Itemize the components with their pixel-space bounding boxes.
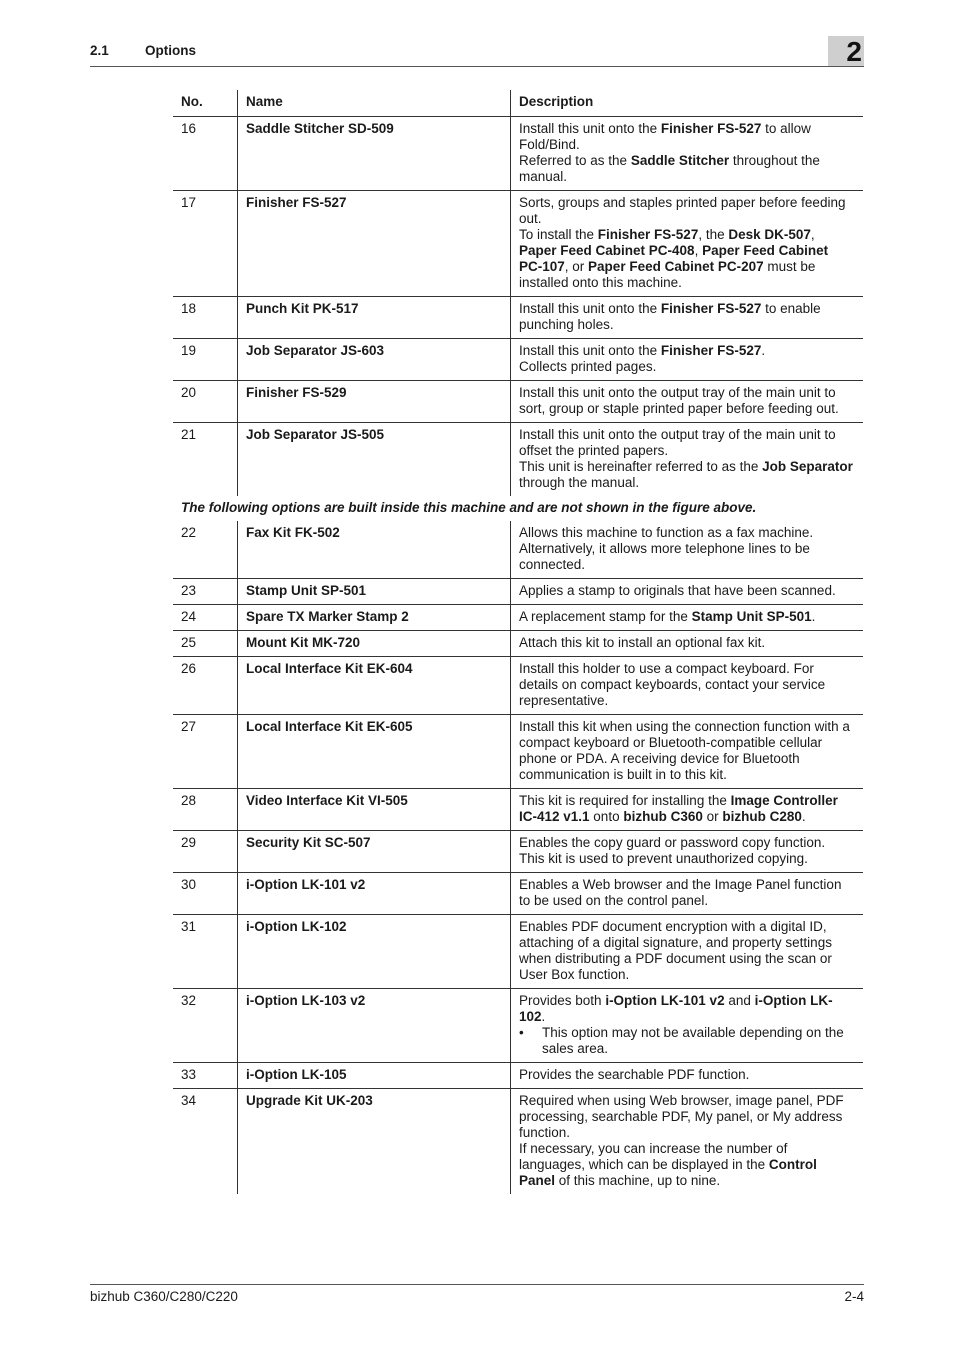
- description-line: [519, 359, 855, 375]
- description-text: .: [811, 609, 816, 624]
- item-number: 25: [173, 631, 238, 657]
- item-description: [511, 339, 864, 381]
- description-text: must be installed onto this machine.: [519, 259, 816, 290]
- emphasized-term: Paper Feed Cabinet PC-408: [519, 243, 695, 258]
- table-row: [173, 657, 863, 715]
- description-line: [519, 609, 855, 625]
- item-number: 19: [173, 339, 238, 381]
- description-text: Allows this machine to function as a fax machine. Alternatively, it allows more telephone lines to be connected.: [519, 525, 814, 572]
- description-text: This kit is used to prevent unauthorized copying.: [519, 851, 808, 866]
- description-text: ,: [810, 227, 815, 242]
- description-text: Install this holder to use a compact keyboard. For details on compact keyboards, contact your service representative.: [519, 661, 826, 708]
- emphasized-term: Job Separator: [762, 459, 853, 474]
- section-number: 2.1: [90, 43, 109, 58]
- emphasized-term: Stamp Unit SP-501: [691, 609, 812, 624]
- description-text: Enables the copy guard or password copy function.: [519, 835, 826, 850]
- emphasized-term: i-Option LK-102: [519, 993, 833, 1024]
- description-line: [519, 851, 855, 867]
- item-name: Job Separator JS-505: [238, 423, 511, 497]
- emphasized-term: Image Controller IC-412 v1.1: [519, 793, 838, 824]
- item-name: Stamp Unit SP-501: [238, 579, 511, 605]
- item-number: 28: [173, 789, 238, 831]
- item-number: 30: [173, 873, 238, 915]
- description-line: [519, 793, 855, 825]
- description-line: [519, 919, 855, 983]
- item-description: [511, 657, 864, 715]
- section-title: Options: [145, 43, 196, 58]
- description-line: [519, 385, 855, 417]
- table-body-external-options: [173, 117, 863, 497]
- item-number: 24: [173, 605, 238, 631]
- item-number: 22: [173, 521, 238, 579]
- description-line: [519, 1067, 855, 1083]
- description-text: Enables a Web browser and the Image Panel function to be used on the control panel.: [519, 877, 842, 908]
- options-table: [173, 90, 863, 1194]
- item-number: 27: [173, 715, 238, 789]
- page-number: 2-4: [844, 1289, 864, 1304]
- item-number: 34: [181, 1093, 197, 1108]
- emphasized-term: Saddle Stitcher: [630, 153, 730, 168]
- description-text: or: [702, 809, 723, 824]
- description-line: [519, 195, 855, 227]
- item-description: [511, 423, 864, 497]
- table-row: [173, 191, 863, 297]
- item-name: Local Interface Kit EK-605: [238, 715, 511, 789]
- column-header-description: Description: [511, 90, 864, 117]
- description-text: Required when using Web browser, image panel, PDF processing, searchable PDF, My panel, or My address function.: [519, 1093, 844, 1140]
- table-row: [173, 789, 863, 831]
- description-text: Collects printed pages.: [519, 359, 657, 374]
- emphasized-term: Finisher FS-527: [660, 343, 762, 358]
- description-text: Referred to as the: [519, 153, 631, 168]
- item-number: 17: [173, 191, 238, 297]
- description-text: A replacement stamp for the: [519, 609, 692, 624]
- emphasized-term: Finisher FS-527: [660, 301, 762, 316]
- description-line: [519, 1141, 855, 1189]
- item-name: i-Option LK-103 v2: [238, 989, 511, 1063]
- table-row: [173, 605, 863, 631]
- item-name: Fax Kit FK-502: [238, 521, 511, 579]
- description-text: This unit is hereinafter referred to as the: [519, 459, 763, 474]
- item-name: Finisher FS-529: [238, 381, 511, 423]
- description-text: Install this unit onto the: [519, 121, 661, 136]
- item-name: i-Option LK-101 v2: [238, 873, 511, 915]
- item-description: [511, 989, 864, 1063]
- item-name: Video Interface Kit VI-505: [238, 789, 511, 831]
- item-description: [511, 715, 864, 789]
- description-line: [519, 661, 855, 709]
- description-text: .: [541, 1009, 546, 1024]
- table-note-section: [173, 496, 863, 521]
- table-row: [173, 1063, 863, 1089]
- item-name: i-Option LK-105: [238, 1063, 511, 1089]
- column-header-no: No.: [173, 90, 238, 117]
- bullet-text: This option may not be available depending on the sales area.: [542, 1025, 844, 1056]
- item-name: Mount Kit MK-720: [238, 631, 511, 657]
- table-header-row: [173, 90, 863, 117]
- emphasized-term: bizhub C280: [722, 809, 802, 824]
- item-name: Job Separator JS-603: [238, 339, 511, 381]
- page-header: [90, 36, 864, 67]
- table-row: [173, 521, 863, 579]
- description-text: , or: [564, 259, 589, 274]
- description-text: Sorts, groups and staples printed paper before feeding out.: [519, 195, 846, 226]
- description-line: [519, 719, 855, 783]
- description-line: [519, 343, 855, 359]
- column-header-name: Name: [238, 90, 511, 117]
- table-row: [173, 631, 863, 657]
- description-text: to allow Fold/Bind.: [519, 121, 811, 152]
- table-row: [173, 339, 863, 381]
- bullet-icon: •: [519, 1025, 524, 1040]
- item-name: Spare TX Marker Stamp 2: [238, 605, 511, 631]
- item-description: [511, 1063, 864, 1089]
- description-text: of this machine, up to nine.: [555, 1173, 721, 1188]
- description-text: To install the: [519, 227, 598, 242]
- table-note-row: [173, 496, 863, 521]
- table-row: [173, 873, 863, 915]
- description-text: Provides both: [519, 993, 606, 1008]
- description-line: [519, 227, 855, 291]
- item-name: Saddle Stitcher SD-509: [238, 117, 511, 191]
- description-text: , the: [698, 227, 729, 242]
- table-row: [173, 989, 863, 1063]
- table-row: [173, 831, 863, 873]
- item-description: [511, 191, 864, 297]
- table-row: [173, 423, 863, 497]
- table-row: [173, 1089, 863, 1195]
- item-description: [511, 831, 864, 873]
- description-text: Install this unit onto the: [519, 343, 661, 358]
- description-line: [519, 835, 855, 851]
- table-row: [173, 915, 863, 989]
- item-number: 32: [173, 989, 238, 1063]
- emphasized-term: Finisher FS-527: [597, 227, 699, 242]
- description-line: [519, 877, 855, 909]
- description-line: [519, 427, 855, 459]
- built-in-options-note: The following options are built inside this machine and are not shown in the figure above.: [181, 500, 757, 515]
- description-text: Install this unit onto the output tray of the main unit to sort, group or staple printed paper before feeding out.: [519, 385, 839, 416]
- item-name: i-Option LK-102: [238, 915, 511, 989]
- item-description: [511, 381, 864, 423]
- emphasized-term: bizhub C360: [623, 809, 703, 824]
- item-description: [511, 605, 864, 631]
- description-text: Install this unit onto the: [519, 301, 661, 316]
- item-description: [511, 631, 864, 657]
- description-text: Attach this kit to install an optional fax kit.: [519, 635, 766, 650]
- item-name: Local Interface Kit EK-604: [238, 657, 511, 715]
- description-text: Install this kit when using the connection function with a compact keyboard or Bluetooth-compatible cellular phone or PDA. A receiving device for Bluetooth communication is built in to this kit.: [519, 719, 850, 782]
- description-text: ,: [694, 243, 703, 258]
- page-footer: [90, 1284, 864, 1309]
- description-text: and: [724, 993, 755, 1008]
- description-text: If necessary, you can increase the number of languages, which can be displayed in the: [519, 1141, 788, 1172]
- description-line: [519, 525, 855, 573]
- table-body-internal-options: [173, 521, 863, 1194]
- table-row: [173, 579, 863, 605]
- item-number: 33: [173, 1063, 238, 1089]
- item-description: [511, 789, 864, 831]
- item-number: 26: [173, 657, 238, 715]
- item-description: [511, 915, 864, 989]
- item-number: 16: [173, 117, 238, 191]
- bullet-item: [519, 1025, 855, 1057]
- model-name: bizhub C360/C280/C220: [90, 1289, 238, 1304]
- emphasized-term: i-Option LK-101 v2: [605, 993, 725, 1008]
- emphasized-term: Paper Feed Cabinet PC-107: [519, 243, 829, 274]
- item-description: [511, 521, 864, 579]
- description-text: Applies a stamp to originals that have been scanned.: [519, 583, 836, 598]
- description-line: [519, 459, 855, 491]
- description-line: [519, 583, 855, 599]
- description-text: Install this unit onto the output tray of the main unit to offset the printed papers.: [519, 427, 836, 458]
- table-row: [173, 117, 863, 191]
- description-text: Enables PDF document encryption with a digital ID, attaching of a digital signature, and property settings when distributing a PDF document using the scan or User Box function.: [519, 919, 832, 982]
- table-row: [173, 381, 863, 423]
- emphasized-term: Desk DK-507: [728, 227, 811, 242]
- item-description: [511, 117, 864, 191]
- item-name: Punch Kit PK-517: [238, 297, 511, 339]
- item-description: [511, 873, 864, 915]
- description-text: to enable punching holes.: [519, 301, 821, 332]
- item-number: 31: [173, 915, 238, 989]
- description-text: onto: [589, 809, 624, 824]
- item-description: [511, 1089, 864, 1195]
- item-description: [511, 579, 864, 605]
- description-text: Provides the searchable PDF function.: [519, 1067, 750, 1082]
- description-line: [519, 153, 855, 185]
- description-text: .: [761, 343, 766, 358]
- description-line: [519, 993, 855, 1025]
- item-number: 29: [173, 831, 238, 873]
- emphasized-term: Paper Feed Cabinet PC-207: [588, 259, 764, 274]
- description-text: .: [801, 809, 806, 824]
- description-line: [519, 1093, 855, 1141]
- description-text: This kit is required for installing the: [519, 793, 731, 808]
- item-name: Finisher FS-527: [238, 191, 511, 297]
- description-line: [519, 301, 855, 333]
- chapter-number-badge: 2: [828, 36, 864, 66]
- emphasized-term: Finisher FS-527: [660, 121, 762, 136]
- description-line: [519, 121, 855, 153]
- emphasized-term: Control Panel: [519, 1157, 817, 1188]
- description-line: [519, 635, 855, 651]
- item-name: Upgrade Kit UK-203: [238, 1089, 511, 1195]
- description-text: throughout the manual.: [519, 153, 820, 184]
- item-name: Security Kit SC-507: [238, 831, 511, 873]
- item-number: 23: [173, 579, 238, 605]
- table-row: [173, 297, 863, 339]
- item-number: 21: [181, 427, 197, 442]
- table-row: [173, 715, 863, 789]
- item-description: [511, 297, 864, 339]
- description-text: through the manual.: [519, 475, 640, 490]
- item-number: 18: [173, 297, 238, 339]
- item-number: 20: [173, 381, 238, 423]
